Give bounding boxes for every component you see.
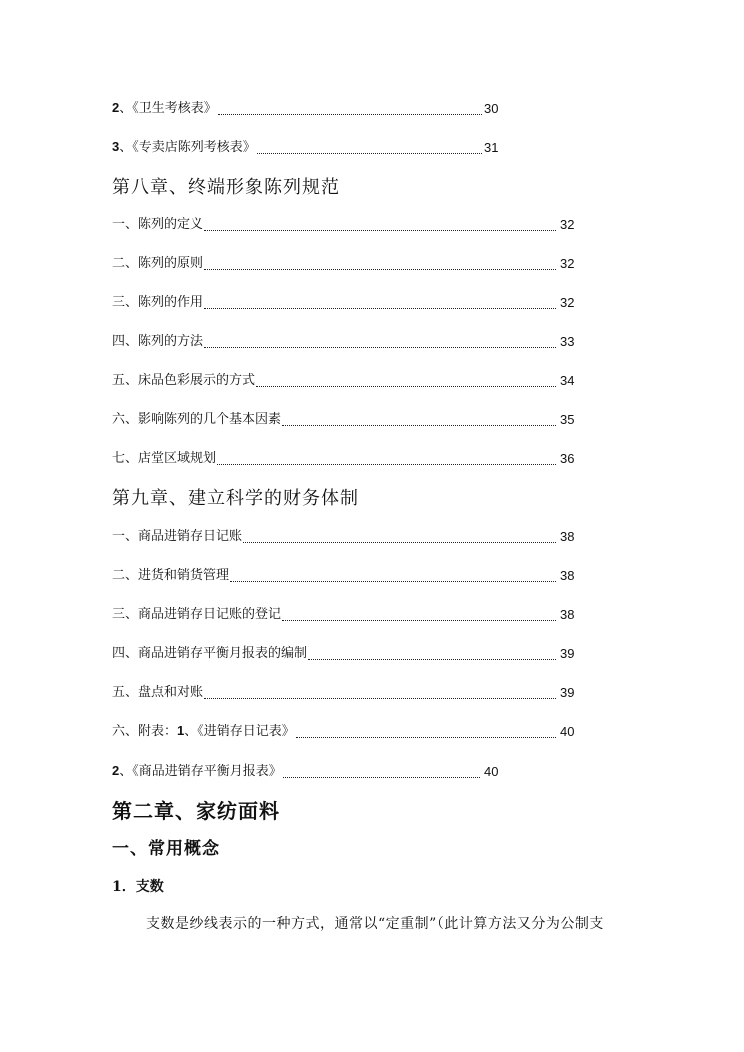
toc-entry[interactable] bbox=[112, 720, 575, 740]
toc-page-number: 38 bbox=[560, 607, 575, 622]
toc-entry[interactable] bbox=[112, 136, 499, 156]
toc-leader bbox=[217, 463, 556, 465]
toc-page-number: 40 bbox=[560, 724, 575, 739]
toc-chapter-title[interactable]: 第九章、建立科学的财务体制 bbox=[112, 488, 359, 509]
toc-page-number: 40 bbox=[484, 764, 499, 779]
toc-page-number: 32 bbox=[560, 256, 575, 271]
toc-leader bbox=[282, 424, 556, 426]
toc-page-number: 34 bbox=[560, 373, 575, 388]
toc-leader bbox=[256, 385, 556, 387]
chapter-heading: 第二章、家纺面料 bbox=[112, 799, 280, 823]
toc-entry[interactable] bbox=[112, 213, 575, 233]
toc-page-number: 38 bbox=[560, 568, 575, 583]
toc-leader bbox=[282, 619, 556, 621]
toc-entry-text: 2、《卫生考核表》 bbox=[112, 100, 217, 116]
toc-entry-text: 四、陈列的方法 bbox=[112, 334, 204, 349]
toc-entry-text: 六、影响陈列的几个基本因素 bbox=[112, 412, 282, 427]
toc-page-number: 32 bbox=[560, 295, 575, 310]
toc-entry[interactable] bbox=[112, 760, 499, 780]
toc-page-number: 32 bbox=[560, 217, 575, 232]
toc-entry[interactable] bbox=[112, 681, 575, 701]
toc-leader bbox=[204, 346, 556, 348]
toc-page-number: 38 bbox=[560, 529, 575, 544]
toc-entry[interactable] bbox=[112, 603, 575, 623]
body-paragraph: 支数是纱线表示的一种方式，通常以“定重制”（此计算方法又分为公制支 bbox=[146, 916, 604, 932]
toc-page-number: 33 bbox=[560, 334, 575, 349]
toc-leader bbox=[308, 658, 556, 660]
toc-leader bbox=[218, 113, 482, 115]
toc-entry-text: 五、床品色彩展示的方式 bbox=[112, 373, 256, 388]
toc-page-number: 35 bbox=[560, 412, 575, 427]
toc-entry-text: 一、商品进销存日记账 bbox=[112, 529, 243, 544]
toc-entry[interactable] bbox=[112, 447, 575, 467]
subsection-heading: 1．支数 bbox=[112, 879, 164, 895]
toc-entry[interactable] bbox=[112, 408, 575, 428]
toc-entry-text: 2、《商品进销存平衡月报表》 bbox=[112, 763, 282, 779]
toc-entry[interactable] bbox=[112, 330, 575, 350]
toc-entry-text: 三、陈列的作用 bbox=[112, 295, 204, 310]
toc-page-number: 31 bbox=[484, 140, 499, 155]
toc-page-number: 30 bbox=[484, 101, 499, 116]
toc-leader bbox=[204, 307, 556, 309]
toc-leader bbox=[230, 580, 556, 582]
section-heading: 一、常用概念 bbox=[112, 839, 220, 859]
toc-entry[interactable] bbox=[112, 642, 575, 662]
toc-chapter-title[interactable]: 第八章、终端形象陈列规范 bbox=[112, 177, 340, 198]
toc-entry-text: 四、商品进销存平衡月报表的编制 bbox=[112, 646, 308, 661]
toc-entry-text: 七、店堂区域规划 bbox=[112, 451, 217, 466]
toc-entry-text: 二、进货和销货管理 bbox=[112, 568, 230, 583]
toc-page-number: 36 bbox=[560, 451, 575, 466]
toc-leader bbox=[204, 229, 556, 231]
toc-leader bbox=[204, 697, 556, 699]
toc-entry[interactable] bbox=[112, 369, 575, 389]
toc-entry-text: 二、陈列的原则 bbox=[112, 256, 204, 271]
toc-page-number: 39 bbox=[560, 685, 575, 700]
toc-entry[interactable] bbox=[112, 252, 575, 272]
toc-entry-text: 六、附表：1、《进销存日记表》 bbox=[112, 723, 295, 739]
toc-entry-text: 一、陈列的定义 bbox=[112, 217, 204, 232]
toc-leader bbox=[257, 152, 482, 154]
toc-leader bbox=[243, 541, 556, 543]
toc-entry[interactable] bbox=[112, 97, 499, 117]
toc-entry-text: 3、《专卖店陈列考核表》 bbox=[112, 139, 256, 155]
toc-leader bbox=[283, 776, 480, 778]
toc-leader bbox=[204, 268, 556, 270]
toc-entry-text: 五、盘点和对账 bbox=[112, 685, 204, 700]
toc-entry[interactable] bbox=[112, 291, 575, 311]
toc-page-number: 39 bbox=[560, 646, 575, 661]
toc-leader bbox=[296, 736, 556, 738]
toc-entry-text: 三、商品进销存日记账的登记 bbox=[112, 607, 282, 622]
toc-entry[interactable] bbox=[112, 564, 575, 584]
toc-entry[interactable] bbox=[112, 525, 575, 545]
